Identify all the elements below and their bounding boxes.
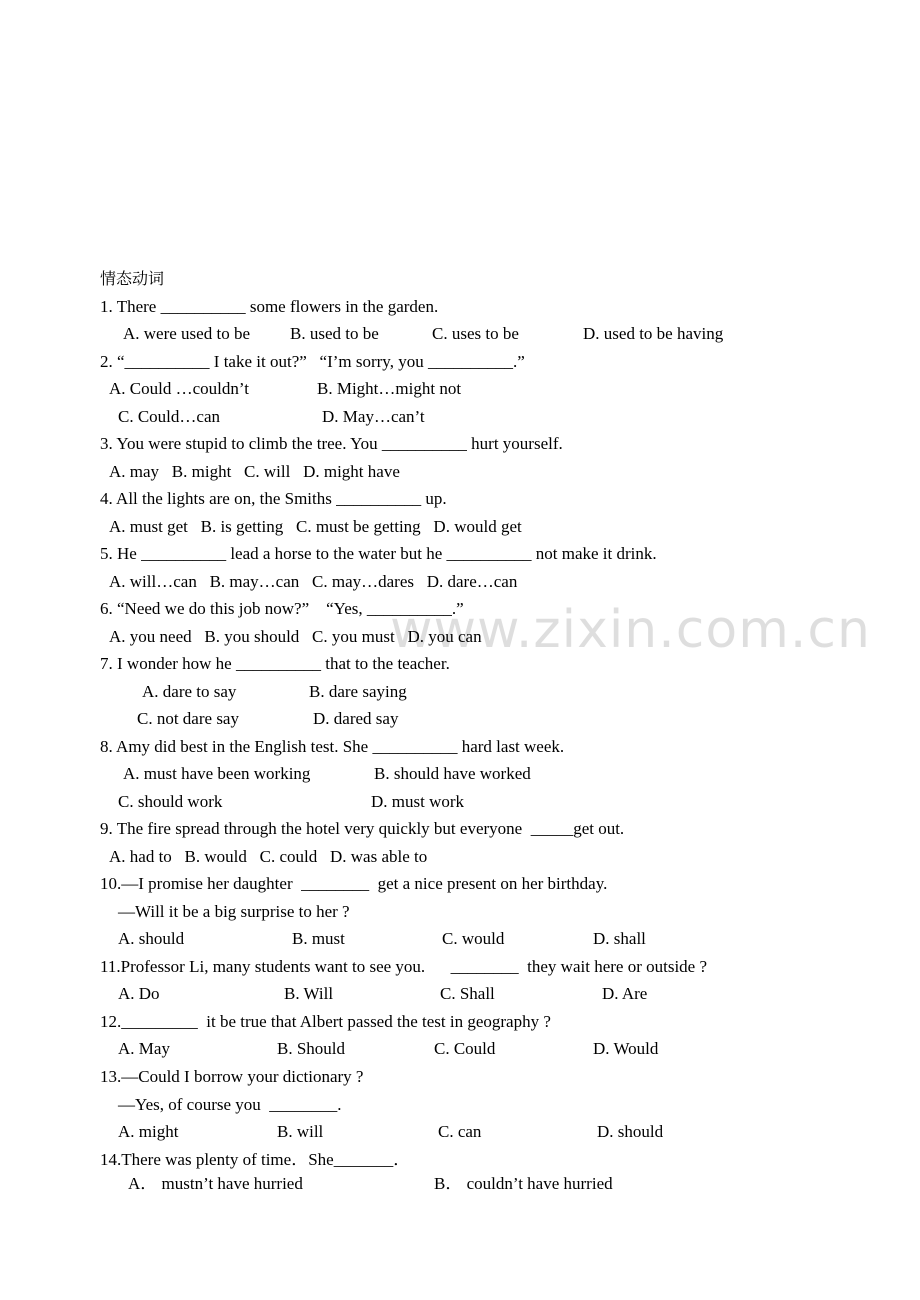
question-5-stem: 5. He __________ lead a horse to the water but he __________ not make it drink. [100, 544, 657, 563]
question-11-stem: 11.Professor Li, many students want to see you. ________ they wait here or outside ? [100, 957, 708, 976]
question-6-stem: 6. “Need we do this job now?” “Yes, __________.” [100, 599, 464, 618]
question-4-stem: 4. All the lights are on, the Smiths __________ up. [100, 489, 447, 508]
question-8-option-a: A. must have been working [123, 764, 311, 783]
question-8-option-b: B. should have worked [374, 764, 531, 783]
question-14-option-b: B． couldn’t have hurried [434, 1174, 613, 1193]
watermark: www.zixin.com.cn [390, 600, 871, 660]
question-1-option-b: B. used to be [290, 324, 379, 343]
question-11-option-c: C. Shall [440, 984, 495, 1003]
question-4-options: A. must get B. is getting C. must be getting D. would get [109, 517, 522, 536]
question-10-stem: 10.—I promise her daughter ________ get a nice present on her birthday. [100, 874, 608, 893]
question-11-option-b: B. Will [284, 984, 334, 1003]
question-8-option-d: D. must work [371, 792, 465, 811]
question-5-options: A. will…can B. may…can C. may…dares D. dare…can [109, 572, 518, 591]
question-9-options: A. had to B. would C. could D. was able to [109, 847, 428, 866]
question-3-stem: 3. You were stupid to climb the tree. You __________ hurt yourself. [100, 434, 563, 453]
question-10-option-a: A. should [118, 929, 185, 948]
question-2-option-b: B. Might…might not [317, 379, 462, 398]
page-title: 情态动词 [100, 269, 165, 288]
question-3-options: A. may B. might C. will D. might have [109, 462, 400, 481]
question-12-option-c: C. Could [434, 1039, 496, 1058]
question-13-stem: 13.—Could I borrow your dictionary ? [100, 1067, 364, 1086]
question-12-stem: 12._________ it be true that Albert passed the test in geography ? [100, 1012, 551, 1031]
question-1-option-d: D. used to be having [583, 324, 724, 343]
question-12-option-b: B. Should [277, 1039, 346, 1058]
question-6-options: A. you need B. you should C. you must D. you can [109, 627, 482, 646]
question-8-stem: 8. Amy did best in the English test. She __________ hard last week. [100, 737, 565, 756]
question-2-option-a: A. Could …couldn’t [109, 379, 249, 398]
question-1-option-a: A. were used to be [123, 324, 250, 343]
question-13-option-c: C. can [438, 1122, 482, 1141]
question-7-option-b: B. dare saying [309, 682, 407, 701]
question-13-option-d: D. should [597, 1122, 664, 1141]
question-1-option-c: C. uses to be [432, 324, 519, 343]
question-9-stem: 9. The fire spread through the hotel very quickly but everyone _____get out. [100, 819, 625, 838]
question-14-stem: 14.There was plenty of time．She_______． [100, 1150, 411, 1169]
question-11-option-d: D. Are [602, 984, 648, 1003]
question-13-option-a: A. might [118, 1122, 179, 1141]
question-7-option-a: A. dare to say [142, 682, 237, 701]
question-10-option-d: D. shall [593, 929, 646, 948]
question-7-stem: 7. I wonder how he __________ that to the teacher. [100, 654, 450, 673]
question-7-option-d: D. dared say [313, 709, 399, 728]
question-11-option-a: A. Do [118, 984, 160, 1003]
question-2-option-d: D. May…can’t [322, 407, 425, 426]
question-2-option-c: C. Could…can [118, 407, 220, 426]
question-14-option-a: A． mustn’t have hurried [128, 1174, 303, 1193]
question-13-option-b: B. will [277, 1122, 324, 1141]
question-7-option-c: C. not dare say [137, 709, 239, 728]
question-13-reply: —Yes, of course you ________. [118, 1095, 342, 1114]
question-8-option-c: C. should work [118, 792, 223, 811]
question-2-stem: 2. “__________ I take it out?” “I’m sorry, you __________.” [100, 352, 525, 371]
question-10-option-c: C. would [442, 929, 505, 948]
question-12-option-d: D. Would [593, 1039, 659, 1058]
question-10-option-b: B. must [292, 929, 345, 948]
question-10-reply: —Will it be a big surprise to her ? [118, 902, 350, 921]
question-1-stem: 1. There __________ some flowers in the garden. [100, 297, 439, 316]
question-12-option-a: A. May [118, 1039, 170, 1058]
